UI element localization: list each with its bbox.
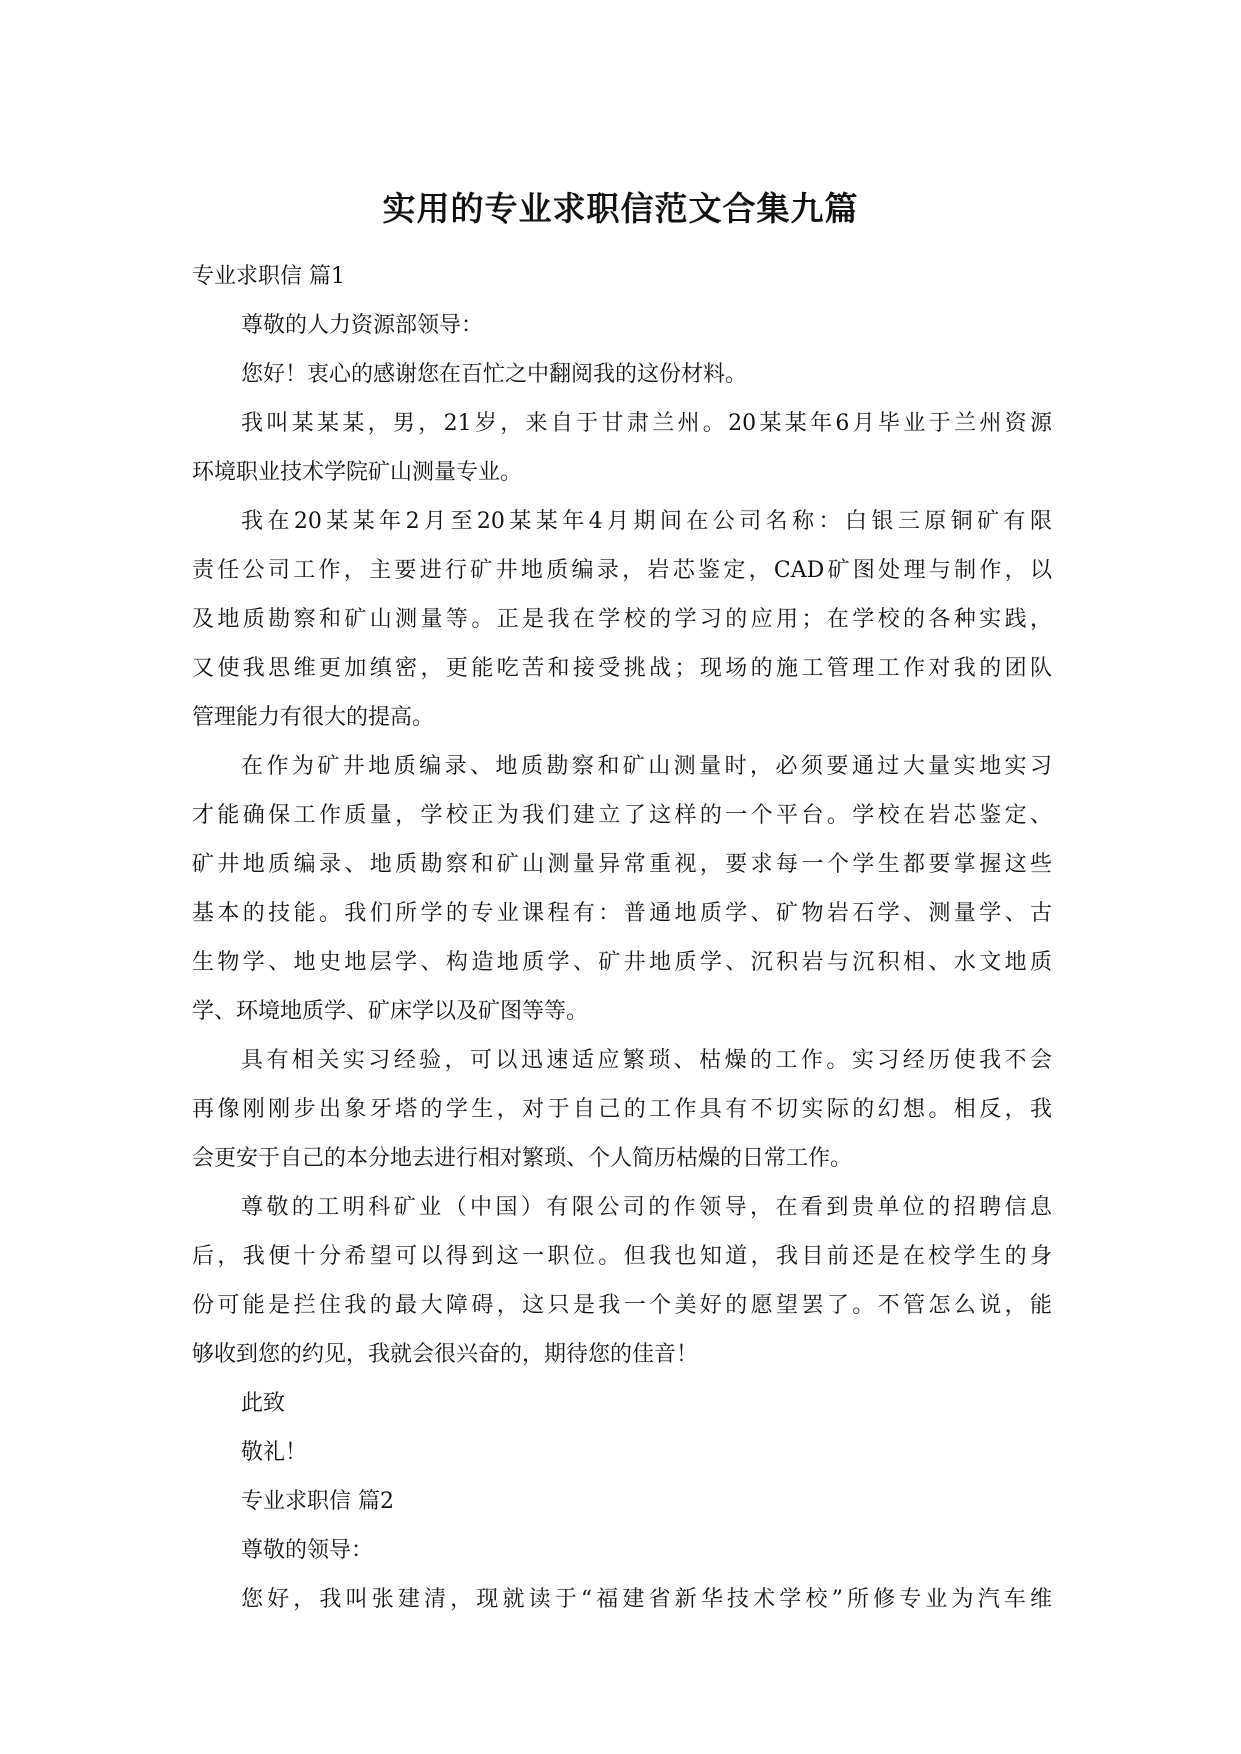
paragraph-line: 我叫某某某，男，21岁，来自于甘肃兰州。20某某年6月毕业于兰州资源 [241, 411, 1052, 436]
closing-line: 此致 [241, 1391, 286, 1416]
paragraph-line: 后，我便十分希望可以得到这一职位。但我也知道，我目前还是在校学生的身 [192, 1244, 1052, 1269]
paragraph-line: 您好！衷心的感谢您在百忙之中翻阅我的这份材料。 [241, 362, 748, 387]
paragraph-line: 管理能力有很大的提高。 [192, 705, 435, 730]
salutation: 尊敬的领导： [241, 1538, 374, 1563]
paragraph-line: 够收到您的约见，我就会很兴奋的，期待您的佳音！ [192, 1342, 699, 1367]
paragraph-line: 尊敬的工明科矿业（中国）有限公司的作领导，在看到贵单位的招聘信息 [241, 1195, 1052, 1220]
paragraph-line: 基本的技能。我们所学的专业课程有：普通地质学、矿物岩石学、测量学、古 [192, 901, 1052, 926]
paragraph-line: 学、环境地质学、矿床学以及矿图等等。 [192, 999, 589, 1024]
document-body [192, 252, 1052, 1624]
paragraph-line: 再像刚刚步出象牙塔的学生，对于自己的工作具有不切实际的幻想。相反，我 [192, 1097, 1052, 1122]
paragraph-line: 会更安于自己的本分地去进行相对繁琐、个人简历枯燥的日常工作。 [192, 1146, 853, 1171]
paragraph-line: 又使我思维更加缜密，更能吃苦和接受挑战；现场的施工管理工作对我的团队 [192, 656, 1052, 681]
paragraph-line: 责任公司工作，主要进行矿井地质编录，岩芯鉴定，CAD矿图处理与制作，以 [192, 558, 1052, 583]
paragraph-line: 份可能是拦住我的最大障碍，这只是我一个美好的愿望罢了。不管怎么说，能 [192, 1293, 1052, 1318]
salutation: 尊敬的人力资源部领导： [241, 313, 484, 338]
paragraph-line: 生物学、地史地层学、构造地质学、矿井地质学、沉积岩与沉积相、水文地质 [192, 950, 1052, 975]
section-heading: 专业求职信 篇2 [241, 1489, 394, 1514]
paragraph-line: 矿井地质编录、地质勘察和矿山测量异常重视，要求每一个学生都要掌握这些 [192, 852, 1052, 877]
paragraph-line: 您好，我叫张建清，现就读于“福建省新华技术学校”所修专业为汽车维 [241, 1587, 1052, 1612]
section-heading: 专业求职信 篇1 [192, 264, 345, 289]
paragraph-line: 及地质勘察和矿山测量等。正是我在学校的学习的应用；在学校的各种实践， [192, 607, 1052, 632]
paragraph-line: 在作为矿井地质编录、地质勘察和矿山测量时，必须要通过大量实地实习 [241, 754, 1052, 779]
closing-line: 敬礼！ [241, 1440, 308, 1465]
paragraph-line: 环境职业技术学院矿山测量专业。 [192, 460, 523, 485]
paragraph-line: 具有相关实习经验，可以迅速适应繁琐、枯燥的工作。实习经历使我不会 [241, 1048, 1052, 1073]
document-title: 实用的专业求职信范文合集九篇 [382, 189, 859, 228]
paragraph-line: 我在20某某年2月至20某某年4月期间在公司名称：白银三原铜矿有限 [241, 509, 1052, 534]
paragraph-line: 才能确保工作质量，学校正为我们建立了这样的一个平台。学校在岩芯鉴定、 [192, 803, 1052, 828]
